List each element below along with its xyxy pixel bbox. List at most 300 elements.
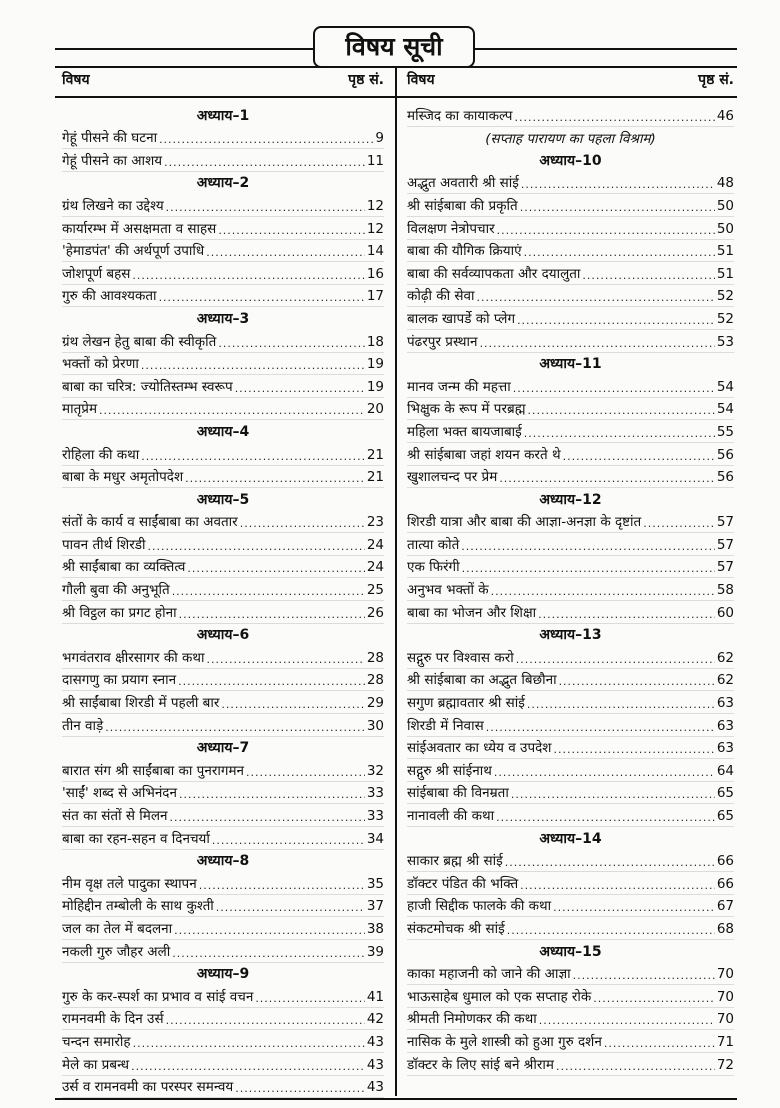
page-number: 34 xyxy=(366,830,384,847)
toc-entry xyxy=(62,691,384,714)
entry-title: नकली गुरु जौहर अली xyxy=(62,943,171,960)
chapter-heading xyxy=(62,420,384,443)
toc-entry xyxy=(407,443,734,466)
toc-entry xyxy=(62,217,384,240)
dot-leader xyxy=(480,337,715,350)
toc-entry xyxy=(407,240,734,263)
dot-leader xyxy=(235,1082,365,1095)
dot-leader xyxy=(141,359,365,372)
toc-entry xyxy=(407,872,734,895)
chapter-heading xyxy=(62,624,384,647)
entry-title: हाजी सिद्दीक फालके की कथा xyxy=(407,898,552,915)
page-number: 54 xyxy=(716,401,734,418)
page-number: 33 xyxy=(366,808,384,824)
dot-leader xyxy=(582,269,714,282)
dot-leader xyxy=(462,562,715,575)
entry-title: अध्याय–1 xyxy=(196,107,250,124)
entry-title: अध्याय–9 xyxy=(196,966,250,983)
dot-leader xyxy=(159,133,373,146)
entry-title: मातृप्रेम xyxy=(62,401,98,418)
page-number: 62 xyxy=(716,672,734,689)
toc-entry xyxy=(407,466,734,489)
page-number: 18 xyxy=(366,333,384,350)
page-number: 26 xyxy=(366,604,384,621)
entry-title: संकटमोचक श्री सांई xyxy=(407,920,505,937)
toc-entry xyxy=(62,330,384,353)
entry-title: बारात संग श्री साईंबाबा का पुनरागमन xyxy=(62,762,245,779)
toc-entry xyxy=(407,691,734,714)
column-divider xyxy=(395,66,397,1096)
entry-title: श्री सांईबाबा की प्रकृति xyxy=(407,197,518,214)
dot-leader xyxy=(164,156,365,169)
entry-title: अध्याय–4 xyxy=(196,423,250,440)
entry-title: गुरु के कर-स्पर्श का प्रभाव व सांई वचन xyxy=(62,988,254,1005)
entry-title: बाबा का रहन-सहन व दिनचर्या xyxy=(62,830,210,847)
entry-title: अध्याय–6 xyxy=(196,627,250,644)
entry-title: बाबा की यौगिक क्रियाएं xyxy=(407,243,522,260)
toc-entry xyxy=(407,804,734,827)
entry-title: साकार ब्रह्म श्री सांई xyxy=(407,853,503,870)
toc-entry xyxy=(62,240,384,263)
toc-entry xyxy=(62,917,384,940)
toc-entry xyxy=(62,804,384,827)
page-number: 71 xyxy=(716,1033,734,1050)
entry-title: सांईअवतार का ध्येय व उपदेश xyxy=(407,740,552,757)
page-number: 68 xyxy=(716,920,734,937)
dot-leader xyxy=(178,675,365,688)
dot-leader xyxy=(99,404,365,417)
dot-leader xyxy=(170,811,365,824)
toc-entry xyxy=(62,1053,384,1076)
page-number: 28 xyxy=(366,672,384,689)
entry-title: जल का तेल में बदलना xyxy=(62,920,173,937)
page-number: 12 xyxy=(366,197,384,214)
chapter-heading xyxy=(407,624,734,647)
chapter-heading xyxy=(62,172,384,195)
dot-leader xyxy=(179,788,365,801)
dot-leader xyxy=(179,608,365,621)
entry-title: संतों के कार्य व साईंबाबा का अवतार xyxy=(62,514,238,531)
right-column xyxy=(407,104,734,1076)
entry-title: मस्जिद का कायाकल्प xyxy=(407,107,513,124)
page-number: 32 xyxy=(366,762,384,779)
toc-entry xyxy=(62,262,384,285)
entry-title: (सप्ताह पारायण का पहला विश्राम) xyxy=(485,131,656,148)
page-number: 21 xyxy=(366,446,384,463)
entry-title: काका महाजनी को जाने की आज्ञा xyxy=(407,966,571,983)
entry-title: पंढरपुर प्रस्थान xyxy=(407,333,478,350)
dot-leader xyxy=(556,1060,715,1073)
chapter-heading xyxy=(62,488,384,511)
dot-leader xyxy=(521,178,715,191)
dot-leader xyxy=(221,698,364,711)
entry-title: खुशालचन्द पर प्रेम xyxy=(407,469,498,486)
entry-title: बालक खापर्डे को प्लेग xyxy=(407,310,516,327)
chapter-heading xyxy=(407,149,734,172)
entry-title: ग्रंथ लेखन हेतु बाबा की स्वीकृति xyxy=(62,333,217,350)
toc-entry xyxy=(407,420,734,443)
entry-title: अध्याय–8 xyxy=(196,853,250,870)
toc-entry xyxy=(62,149,384,172)
entry-title: रोहिला की कथा xyxy=(62,446,140,463)
page-number: 63 xyxy=(716,695,734,712)
page-number: 63 xyxy=(716,717,734,734)
chapter-heading xyxy=(62,737,384,760)
dot-leader xyxy=(593,992,715,1005)
dot-leader xyxy=(604,1037,715,1050)
page-number: 21 xyxy=(366,469,384,486)
page-number: 52 xyxy=(716,288,734,305)
toc-entry xyxy=(62,782,384,805)
chapter-heading xyxy=(62,307,384,330)
page-number: 48 xyxy=(716,175,734,192)
page-number: 43 xyxy=(366,1033,384,1050)
page-number: 19 xyxy=(366,378,384,395)
entry-title: अध्याय–2 xyxy=(196,175,250,192)
page-number: 12 xyxy=(366,220,384,237)
toc-entry xyxy=(62,556,384,579)
dot-leader xyxy=(553,743,714,756)
page-number: 56 xyxy=(716,469,734,486)
toc-entry xyxy=(62,466,384,489)
dot-leader xyxy=(207,653,365,666)
toc-entry xyxy=(407,104,734,127)
toc-entry xyxy=(407,194,734,217)
subject-header: विषय xyxy=(62,72,90,88)
entry-title: श्री सांईबाबा जहां शयन करते थे xyxy=(407,446,561,463)
dot-leader xyxy=(511,788,715,801)
chapter-heading xyxy=(407,827,734,850)
entry-title: सद्गुरु पर विश्वास करो xyxy=(407,649,514,666)
dot-leader xyxy=(159,291,365,304)
dot-leader xyxy=(516,653,715,666)
page-number: 25 xyxy=(366,582,384,599)
page-number: 28 xyxy=(366,649,384,666)
toc-entry xyxy=(407,1008,734,1031)
dot-leader xyxy=(494,766,715,779)
page-number: 66 xyxy=(716,875,734,892)
dot-leader xyxy=(524,246,715,259)
toc-entry xyxy=(62,511,384,534)
dot-leader xyxy=(133,1037,365,1050)
entry-title: अध्याय–14 xyxy=(539,830,602,847)
page-number: 39 xyxy=(366,943,384,960)
entry-title: तात्या कोते xyxy=(407,536,460,553)
page-number: 35 xyxy=(366,875,384,892)
dot-leader xyxy=(497,224,715,237)
dot-leader xyxy=(517,314,715,327)
right-header xyxy=(407,70,734,89)
dot-leader xyxy=(218,337,364,350)
dot-leader xyxy=(524,427,715,440)
page-number: 46 xyxy=(716,107,734,124)
entry-title: विलक्षण नेत्रोपचार xyxy=(407,220,495,237)
dot-leader xyxy=(538,608,715,621)
dot-leader xyxy=(132,269,364,282)
toc-entry xyxy=(62,827,384,850)
toc-entry xyxy=(62,353,384,376)
bottom-rule xyxy=(55,1098,737,1100)
entry-title: रामनवमी के दिन उर्स xyxy=(62,1011,164,1028)
entry-title: अध्याय–5 xyxy=(196,491,250,508)
toc-entry xyxy=(62,940,384,963)
dot-leader xyxy=(166,201,365,214)
toc-entry xyxy=(407,330,734,353)
entry-title: मानव जन्म की महत्ता xyxy=(407,378,511,395)
toc-entry xyxy=(407,601,734,624)
dot-leader xyxy=(520,201,715,214)
toc-entry xyxy=(407,917,734,940)
entry-title: शिरडी यात्रा और बाबा की आज्ञा-अनज्ञा के दृष्टांत xyxy=(407,514,642,531)
entry-title: गेहूं पीसने की घटना xyxy=(62,130,158,147)
page-number: 43 xyxy=(366,1056,384,1073)
page-number: 58 xyxy=(716,582,734,599)
page-title: विषय सूची xyxy=(313,26,475,68)
entry-title: गेहूं पीसने का आशय xyxy=(62,152,163,169)
entry-title: भगवंतराव क्षीरसागर की कथा xyxy=(62,649,205,666)
toc-entry xyxy=(407,646,734,669)
chapter-heading xyxy=(62,104,384,127)
toc-entry xyxy=(407,963,734,986)
toc-entry xyxy=(62,533,384,556)
entry-title: पावन तीर्थ शिरडी xyxy=(62,536,146,553)
page-header: पृष्ठ सं. xyxy=(698,72,734,88)
dot-leader xyxy=(491,585,715,598)
entry-title: कोढ़ी की सेवा xyxy=(407,288,475,305)
toc-entry xyxy=(407,669,734,692)
dot-leader xyxy=(563,450,715,463)
entry-title: बाबा के मधुर अमृतोपदेश xyxy=(62,469,184,486)
dot-leader xyxy=(141,450,365,463)
toc-entry xyxy=(62,1008,384,1031)
entry-title: शिरडी में निवास xyxy=(407,717,484,734)
entry-title: बाबा का चरित्र: ज्योतिस्तम्भ स्वरूप xyxy=(62,378,233,395)
toc-entry xyxy=(407,172,734,195)
toc-entry xyxy=(407,398,734,421)
dot-leader xyxy=(528,404,715,417)
page-number: 72 xyxy=(716,1056,734,1073)
dot-leader xyxy=(185,472,365,485)
dot-leader xyxy=(105,721,365,734)
page-number: 57 xyxy=(716,559,734,576)
page-number: 17 xyxy=(366,288,384,305)
entry-title: नासिक के मुले शास्त्री को हुआ गुरु दर्शन xyxy=(407,1033,602,1050)
toc-entry xyxy=(407,307,734,330)
entry-title: नानावली की कथा xyxy=(407,808,495,824)
entry-title: नीम वृक्ष तले पादुका स्थापन xyxy=(62,875,197,892)
entry-title: अध्याय–10 xyxy=(539,152,602,169)
dot-leader xyxy=(507,924,715,937)
entry-title: मोहिद्दीन तम्बोली के साथ कुश्ती xyxy=(62,898,214,915)
dot-leader xyxy=(559,675,715,688)
page-number: 65 xyxy=(716,785,734,802)
entry-title: भिक्षुक के रूप में परब्रह्म xyxy=(407,401,526,418)
toc-entry xyxy=(407,375,734,398)
toc-entry xyxy=(407,737,734,760)
entry-title: अनुभव भक्तों के xyxy=(407,582,489,599)
toc-entry xyxy=(407,1030,734,1053)
toc-entry xyxy=(62,1076,384,1099)
dot-leader xyxy=(514,111,714,124)
entry-title: 'साईं' शब्द से अभिनंदन xyxy=(62,785,177,802)
toc-entry xyxy=(407,262,734,285)
page-number: 24 xyxy=(366,536,384,553)
dot-leader xyxy=(147,540,364,553)
toc-entry xyxy=(62,895,384,918)
page-number: 55 xyxy=(716,423,734,440)
page-number: 70 xyxy=(716,1011,734,1028)
chapter-heading xyxy=(407,940,734,963)
toc-entry xyxy=(407,578,734,601)
page-number: 50 xyxy=(716,197,734,214)
toc-entry xyxy=(62,985,384,1008)
dot-leader xyxy=(235,382,365,395)
toc-entry xyxy=(62,398,384,421)
entry-title: सगुण ब्रह्मावतार श्री सांई xyxy=(407,695,525,712)
entry-title: जोशपूर्ण बहस xyxy=(62,265,131,282)
toc-entry xyxy=(62,669,384,692)
dot-leader xyxy=(172,947,365,960)
entry-title: अद्भुत अवतारी श्री सांई xyxy=(407,175,519,192)
entry-title: श्री साईंबाबा शिरडी में पहली बार xyxy=(62,695,220,712)
entry-title: श्रीमती निमोणकर की कथा xyxy=(407,1011,537,1028)
toc-entry xyxy=(407,714,734,737)
entry-title: सद्गुरु श्री सांईनाथ xyxy=(407,762,492,779)
toc-entry xyxy=(62,375,384,398)
entry-title: अध्याय–3 xyxy=(196,310,250,327)
page-number: 16 xyxy=(366,265,384,282)
left-header xyxy=(62,70,384,89)
chapter-heading xyxy=(62,850,384,873)
entry-title: श्री विट्ठल का प्रगट होना xyxy=(62,604,177,621)
page-number: 51 xyxy=(716,243,734,260)
dot-leader xyxy=(539,1014,715,1027)
entry-title: तीन वाड़े xyxy=(62,717,104,734)
dot-leader xyxy=(199,879,365,892)
page-number: 37 xyxy=(366,898,384,915)
page-number: 60 xyxy=(716,604,734,621)
dot-leader xyxy=(513,382,715,395)
entry-title: श्री साईंबाबा का व्यक्तित्व xyxy=(62,559,186,576)
entry-title: श्री सांईबाबा का अद्भुत बिछौना xyxy=(407,672,557,689)
toc-entry xyxy=(62,601,384,624)
entry-title: भक्तों को प्रेरणा xyxy=(62,356,139,373)
dot-leader xyxy=(553,901,715,914)
dot-leader xyxy=(477,291,715,304)
dot-leader xyxy=(216,901,365,914)
page-number: 24 xyxy=(366,559,384,576)
page-number: 20 xyxy=(366,401,384,418)
dot-leader xyxy=(172,585,365,598)
dot-leader xyxy=(505,856,715,869)
page-number: 29 xyxy=(366,695,384,712)
toc-entry xyxy=(62,194,384,217)
page-number: 70 xyxy=(716,966,734,983)
toc-entry xyxy=(62,285,384,308)
entry-title: ग्रंथ लिखने का उद्देश्य xyxy=(62,197,164,214)
page-number: 56 xyxy=(716,446,734,463)
entry-title: गौली बुवा की अनुभूति xyxy=(62,582,170,599)
toc-entry xyxy=(407,533,734,556)
entry-title: सांईबाबा की विनम्रता xyxy=(407,785,509,802)
chapter-heading xyxy=(407,353,734,376)
entry-title: अध्याय–11 xyxy=(539,356,602,373)
toc-entry xyxy=(62,127,384,150)
toc-entry xyxy=(62,578,384,601)
page-number: 19 xyxy=(366,356,384,373)
page-header: पृष्ठ सं. xyxy=(348,72,384,88)
toc-entry xyxy=(407,985,734,1008)
toc-entry xyxy=(62,759,384,782)
dot-leader xyxy=(643,517,715,530)
toc-entry xyxy=(407,1053,734,1076)
chapter-heading xyxy=(62,963,384,986)
page-number: 54 xyxy=(716,378,734,395)
entry-title: कार्यारम्भ में असक्षमता व साहस xyxy=(62,220,217,237)
page-number: 23 xyxy=(366,514,384,531)
entry-title: डॉक्टर पंडित की भक्ति xyxy=(407,875,519,892)
toc-entry xyxy=(407,759,734,782)
dot-leader xyxy=(218,224,365,237)
page-number: 43 xyxy=(366,1079,384,1096)
dot-leader xyxy=(131,1060,365,1073)
page-number: 9 xyxy=(375,130,384,147)
entry-title: डॉक्टर के लिए सांई बने श्रीराम xyxy=(407,1056,554,1073)
left-column xyxy=(62,104,384,1098)
dot-leader xyxy=(527,698,715,711)
dot-leader xyxy=(246,766,365,779)
dot-leader xyxy=(240,517,365,530)
page-number: 57 xyxy=(716,536,734,553)
page-number: 65 xyxy=(716,808,734,824)
dot-leader xyxy=(461,540,715,553)
toc-entry xyxy=(62,646,384,669)
toc-entry xyxy=(407,511,734,534)
dot-leader xyxy=(166,1014,365,1027)
toc-entry xyxy=(407,285,734,308)
page-number: 67 xyxy=(716,898,734,915)
dot-leader xyxy=(499,472,715,485)
entry-title: दासगणु का प्रयाग स्नान xyxy=(62,672,177,689)
page-number: 42 xyxy=(366,1011,384,1028)
page-number: 11 xyxy=(366,152,384,169)
subject-header: विषय xyxy=(407,72,435,88)
entry-title: अध्याय–7 xyxy=(196,740,250,757)
dot-leader xyxy=(206,246,365,259)
toc-entry xyxy=(407,850,734,873)
entry-title: बाबा का भोजन और शिक्षा xyxy=(407,604,537,621)
entry-title: अध्याय–15 xyxy=(539,943,602,960)
entry-title: चन्दन समारोह xyxy=(62,1033,131,1050)
page-number: 53 xyxy=(716,333,734,350)
page-number: 63 xyxy=(716,740,734,757)
entry-title: उर्स व रामनवमी का परस्पर समन्वय xyxy=(62,1079,234,1096)
entry-title: भाऊसाहेब धुमाल को एक सप्ताह रोके xyxy=(407,988,592,1005)
section-note xyxy=(407,127,734,150)
page-number: 57 xyxy=(716,514,734,531)
page-number: 14 xyxy=(366,243,384,260)
page-number: 70 xyxy=(716,988,734,1005)
dot-leader xyxy=(212,834,365,847)
dot-leader xyxy=(496,811,715,824)
page-number: 52 xyxy=(716,310,734,327)
dot-leader xyxy=(486,721,715,734)
dot-leader xyxy=(187,562,364,575)
entry-title: गुरु की आवश्यकता xyxy=(62,288,157,305)
page-number: 50 xyxy=(716,220,734,237)
toc-entry xyxy=(62,714,384,737)
toc-entry xyxy=(407,782,734,805)
